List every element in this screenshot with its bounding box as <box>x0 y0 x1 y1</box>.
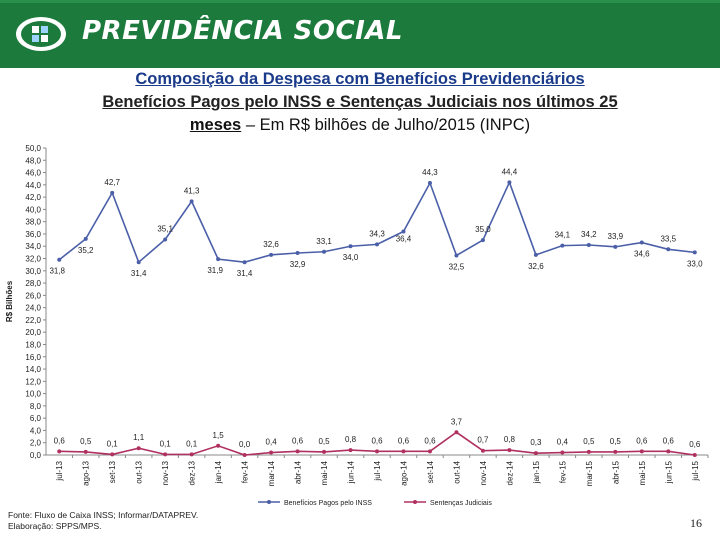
line-chart <box>0 140 720 512</box>
data-point <box>481 238 485 242</box>
x-tick-label: jan-15 <box>531 461 541 484</box>
data-point <box>57 258 61 262</box>
data-point <box>401 449 405 453</box>
data-point <box>269 253 273 257</box>
data-label: 31,4 <box>130 269 147 279</box>
x-tick-label: set-14 <box>425 461 435 484</box>
data-point <box>243 453 247 457</box>
data-point <box>190 199 194 203</box>
data-label: 36,4 <box>395 234 412 244</box>
data-point <box>534 451 538 455</box>
data-label: 0,6 <box>689 440 701 449</box>
data-point <box>454 430 458 434</box>
y-tick-label: 12,0 <box>25 377 41 387</box>
data-label: 0,6 <box>371 436 383 446</box>
legend-swatch-marker <box>413 500 417 504</box>
x-tick-label: jun-15 <box>664 461 674 484</box>
data-point <box>613 245 617 249</box>
data-label: 33,0 <box>686 259 703 269</box>
y-tick-label: 26,0 <box>25 291 41 301</box>
data-label: 31,4 <box>236 269 253 279</box>
data-label: 0,4 <box>265 437 277 447</box>
page-number: 16 <box>690 516 702 530</box>
data-point <box>375 242 379 246</box>
data-label: 31,9 <box>207 266 223 276</box>
y-tick-label: 44,0 <box>25 180 41 190</box>
x-tick-label: jun-14 <box>346 461 356 484</box>
y-tick-label: 42,0 <box>25 193 41 203</box>
data-label: 0,8 <box>503 435 515 445</box>
data-label: 0,0 <box>239 440 251 449</box>
data-point <box>693 453 697 457</box>
data-point <box>296 449 300 453</box>
legend-label: Benefícios Pagos pelo INSS <box>284 500 372 507</box>
data-label: 0,5 <box>609 436 621 446</box>
data-label: 32,5 <box>448 262 465 272</box>
y-tick-label: 48,0 <box>25 156 41 166</box>
data-label: 0,1 <box>106 439 118 449</box>
data-label: 41,3 <box>183 186 200 196</box>
y-tick-label: 46,0 <box>25 168 41 178</box>
data-label: 0,6 <box>424 436 436 446</box>
x-tick-label: abr-15 <box>611 461 621 485</box>
data-point <box>190 452 194 456</box>
x-tick-label: dez-13 <box>187 461 197 486</box>
data-point <box>216 444 220 448</box>
data-point <box>401 230 405 234</box>
y-tick-label: 28,0 <box>25 279 41 289</box>
data-point <box>243 260 247 264</box>
data-point <box>666 449 670 453</box>
y-tick-label: 14,0 <box>25 365 41 375</box>
data-point <box>269 451 273 455</box>
data-point <box>349 244 353 248</box>
y-tick-label: 4,0 <box>29 426 41 436</box>
data-point <box>587 450 591 454</box>
y-axis-title: R$ Bilhões <box>5 280 14 323</box>
legend-swatch-marker <box>267 500 271 504</box>
x-tick-label: nov-14 <box>478 461 488 486</box>
data-label: 34,1 <box>554 230 571 240</box>
data-label: 0,5 <box>318 436 330 446</box>
data-point <box>428 181 432 185</box>
data-label: 3,7 <box>450 417 463 427</box>
data-point <box>693 250 697 254</box>
data-label: 0,8 <box>344 435 357 445</box>
x-tick-label: mai-15 <box>637 461 647 486</box>
data-label: 44,3 <box>422 167 438 177</box>
x-tick-label: set-13 <box>108 461 118 484</box>
data-point <box>428 449 432 453</box>
slide-title <box>40 68 680 137</box>
x-tick-label: dez-14 <box>505 461 515 486</box>
data-label: 35,1 <box>157 224 173 234</box>
data-point <box>640 241 644 245</box>
title-line-3-bold: meses <box>189 116 242 134</box>
data-label: 35,0 <box>475 225 491 235</box>
x-tick-label: jul-13 <box>55 461 65 481</box>
data-point <box>110 191 114 195</box>
data-label: 0,5 <box>583 436 595 446</box>
data-label: 0,5 <box>80 436 92 446</box>
x-tick-label: mar-15 <box>584 461 594 487</box>
data-point <box>587 243 591 247</box>
data-label: 1,1 <box>133 433 145 443</box>
previdencia-logo-icon <box>14 15 68 53</box>
y-tick-label: 18,0 <box>25 340 41 350</box>
x-tick-label: fev-15 <box>558 461 568 484</box>
data-point <box>137 260 141 264</box>
data-label: 33,9 <box>607 231 624 241</box>
x-tick-label: fev-14 <box>240 461 250 484</box>
x-tick-label: jul-14 <box>373 461 382 481</box>
data-point <box>216 257 220 261</box>
y-tick-label: 30,0 <box>25 266 41 276</box>
data-label: 42,7 <box>104 177 120 187</box>
title-line-1: Composição da Despesa com Benefícios Previdenciários <box>135 70 585 88</box>
y-tick-label: 40,0 <box>25 205 41 215</box>
y-tick-label: 2,0 <box>29 438 41 448</box>
x-tick-label: mai-14 <box>320 461 330 486</box>
title-line-3-rest: – Em R$ bilhões de Julho/2015 (INPC) <box>241 116 531 134</box>
x-tick-label: nov-13 <box>161 461 171 486</box>
x-tick-label: jul-15 <box>690 461 700 481</box>
y-tick-label: 20,0 <box>25 328 41 338</box>
data-label: 33,5 <box>660 234 677 244</box>
y-tick-label: 24,0 <box>25 303 41 313</box>
data-label: 0,6 <box>662 436 674 446</box>
data-point <box>454 253 458 257</box>
footer-notes <box>8 510 198 532</box>
data-label: 33,1 <box>316 236 332 246</box>
data-point <box>507 180 511 184</box>
brand-title: PREVIDÊNCIA SOCIAL <box>82 16 403 46</box>
data-label: 0,1 <box>159 439 171 449</box>
title-line-2: Benefícios Pagos pelo INSS e Sentenças Judiciais nos últimos 25 <box>102 93 618 111</box>
y-tick-label: 0,0 <box>29 451 41 460</box>
x-tick-label: ago-14 <box>399 461 409 486</box>
data-point <box>560 451 564 455</box>
x-tick-label: out-13 <box>134 461 144 484</box>
data-label: 34,0 <box>342 253 359 263</box>
data-label: 32,6 <box>263 239 279 249</box>
data-label: 34,3 <box>369 229 385 239</box>
data-point <box>534 253 538 257</box>
y-tick-label: 10,0 <box>25 389 41 399</box>
footer-source: Fonte: Fluxo de Caixa INSS; Informar/DATAPREV. <box>8 510 199 520</box>
data-point <box>84 237 88 241</box>
legend-label: Sentenças Judiciais <box>430 500 492 507</box>
y-tick-label: 22,0 <box>25 315 41 325</box>
data-label: 35,2 <box>77 245 94 255</box>
data-label: 0,6 <box>397 436 410 446</box>
data-point <box>375 449 379 453</box>
y-tick-label: 38,0 <box>25 217 41 227</box>
footer-elaboration: Elaboração: SPPS/MPS. <box>8 521 102 531</box>
header-bar <box>0 0 720 68</box>
data-label: 32,9 <box>289 259 306 269</box>
y-tick-label: 16,0 <box>25 352 41 362</box>
data-label: 0,6 <box>636 436 648 446</box>
data-point <box>84 450 88 454</box>
data-point <box>613 450 617 454</box>
y-tick-label: 8,0 <box>29 401 41 411</box>
data-point <box>110 452 114 456</box>
data-point <box>322 450 326 454</box>
data-point <box>560 244 564 248</box>
x-tick-label: abr-14 <box>293 461 303 485</box>
data-point <box>481 449 485 453</box>
y-tick-label: 50,0 <box>25 144 41 153</box>
data-point <box>666 247 670 251</box>
data-label: 0,6 <box>53 436 65 446</box>
data-label: 31,8 <box>49 266 66 276</box>
data-point <box>163 452 167 456</box>
data-point <box>349 448 353 452</box>
y-tick-label: 36,0 <box>25 229 41 239</box>
data-label: 32,6 <box>528 261 544 271</box>
y-tick-label: 32,0 <box>25 254 41 264</box>
data-label: 0,6 <box>291 436 304 446</box>
data-point <box>507 448 511 452</box>
data-label: 1,5 <box>212 430 224 440</box>
data-label: 34,2 <box>581 230 597 240</box>
x-tick-label: jan-14 <box>214 461 224 484</box>
data-label: 0,4 <box>556 437 568 447</box>
series-line-1 <box>59 182 695 262</box>
data-label: 0,3 <box>530 438 542 448</box>
data-label: 0,1 <box>186 439 198 449</box>
data-point <box>137 446 141 450</box>
data-point <box>57 449 61 453</box>
data-label: 0,7 <box>477 435 489 445</box>
data-label: 34,6 <box>634 249 650 259</box>
header-topline <box>0 0 720 3</box>
y-tick-label: 6,0 <box>29 414 41 424</box>
x-tick-label: mar-14 <box>267 461 277 487</box>
data-point <box>640 449 644 453</box>
x-tick-label: ago-13 <box>81 461 91 486</box>
y-tick-label: 34,0 <box>25 242 41 252</box>
title-line-3 <box>40 114 680 137</box>
data-label: 44,4 <box>501 167 518 177</box>
x-tick-label: out-14 <box>452 461 462 484</box>
data-point <box>163 237 167 241</box>
data-point <box>322 250 326 254</box>
data-point <box>296 251 300 255</box>
